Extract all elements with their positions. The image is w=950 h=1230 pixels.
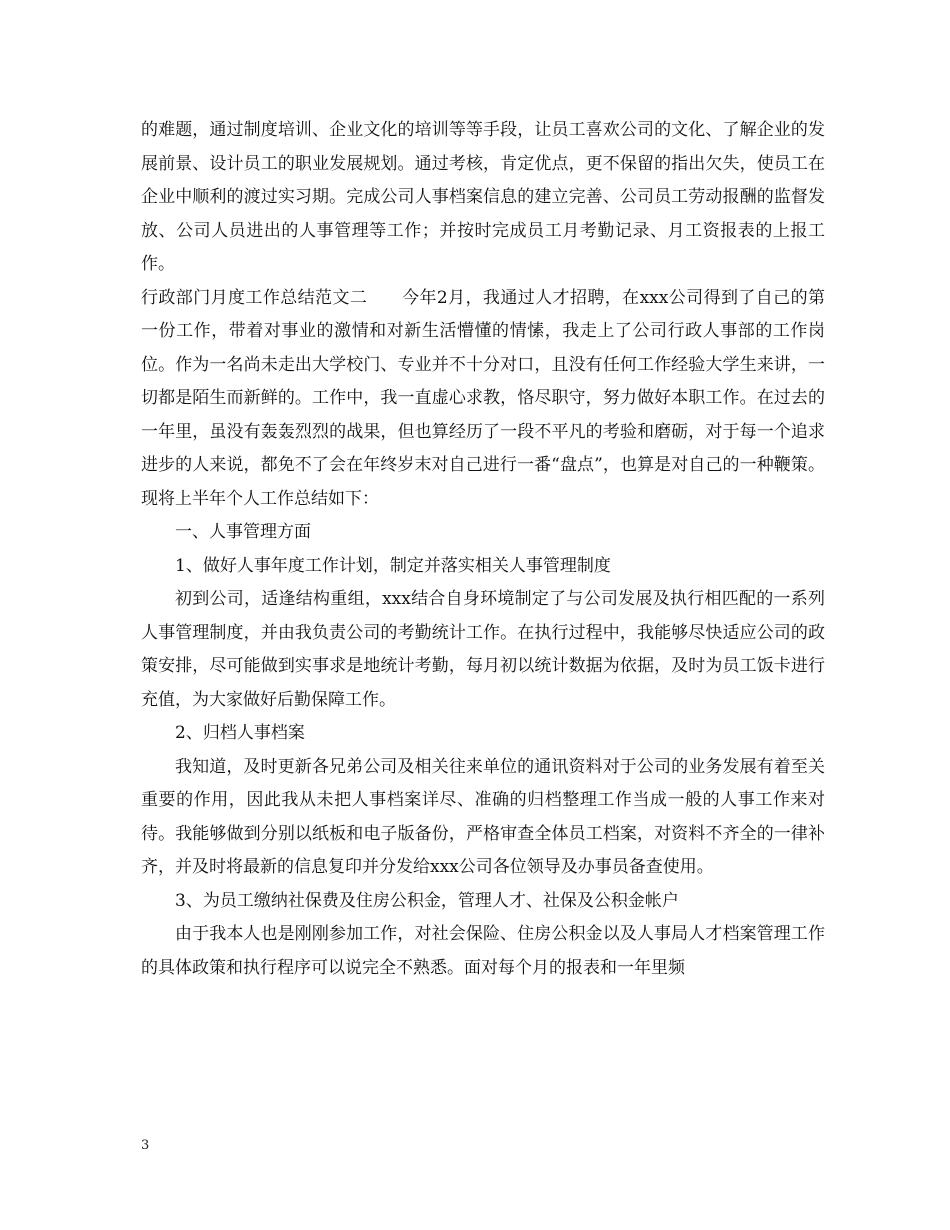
subheading-social-security: 3、为员工缴纳社保费及住房公积金，管理人才、社保及公积金帐户 (175, 890, 679, 911)
paragraph-annual-plan: 初到公司，适逢结构重组，xxx结合自身环境制定了与公司发展及执行相匹配的一系列人事管理制度，并由我负责公司的考勤统计工作。在执行过程中，我能够尽快适应公司的政策安排，尽可能做到实事求是地统计考勤，每月初以统计数据为依据，及时为员工饭卡进行充值，为大家做好后勤保障工作。 (141, 589, 825, 710)
paragraph-social-security: 由于我本人也是刚刚参加工作，对社会保险、住房公积金以及人事局人才档案管理工作的具体政策和执行程序可以说完全不熟悉。面对每个月的报表和一年里频 (141, 924, 825, 978)
subheading-annual-plan: 1、做好人事年度工作计划，制定并落实相关人事管理制度 (175, 555, 611, 576)
paragraph-continuation: 的难题，通过制度培训、企业文化的培训等等手段，让员工喜欢公司的文化、了解企业的发展前景、设计员工的职业发展规划。通过考核，肯定优点，更不保留的指出欠失，使员工在企业中顺利的渡过实习期。完成公司人事档案信息的建立完善、公司员工劳动报酬的监督发放、公司人员进出的人事管理等工作；并按时完成员工月考勤记录、月工资报表的上报工作。 (141, 120, 825, 274)
page-number: 3 (141, 1138, 150, 1153)
paragraph-archive: 我知道，及时更新各兄弟公司及相关往来单位的通讯资料对于公司的业务发展有着至关重要的作用，因此我从未把人事档案详尽、准确的归档整理工作当成一般的人事工作来对待。我能够做到分别以纸板和电子版备份，严格审查全体员工档案，对资料不齐全的一律补齐，并及时将最新的信息复印并分发给xxx公司各位领导及办事员备查使用。 (141, 756, 825, 877)
document-body (141, 114, 825, 985)
subheading-archive: 2、归档人事档案 (175, 723, 305, 743)
heading-hr-management: 一、人事管理方面 (175, 522, 311, 542)
paragraph-section-two-intro: 行政部门月度工作总结范文二 今年2月，我通过人才招聘，在xxx公司得到了自己的第一份工作，带着对事业的激情和对新生活懵懂的情愫，我走上了公司行政人事部的工作岗位。作为一名尚未走出大学校门、专业并不十分对口，且没有任何工作经验大学生来讲，一切都是陌生而新鲜的。工作中，我一直虚心求教，恪尽职守，努力做好本职工作。在过去的一年里，虽没有轰轰烈烈的战果，但也算经历了一段不平凡的考验和磨砺，对于每一个追求进步的人来说，都免不了会在年终岁末对自己进行一番“盘点”，也算是对自己的一种鞭策。现将上半年个人工作总结如下： (141, 287, 825, 509)
